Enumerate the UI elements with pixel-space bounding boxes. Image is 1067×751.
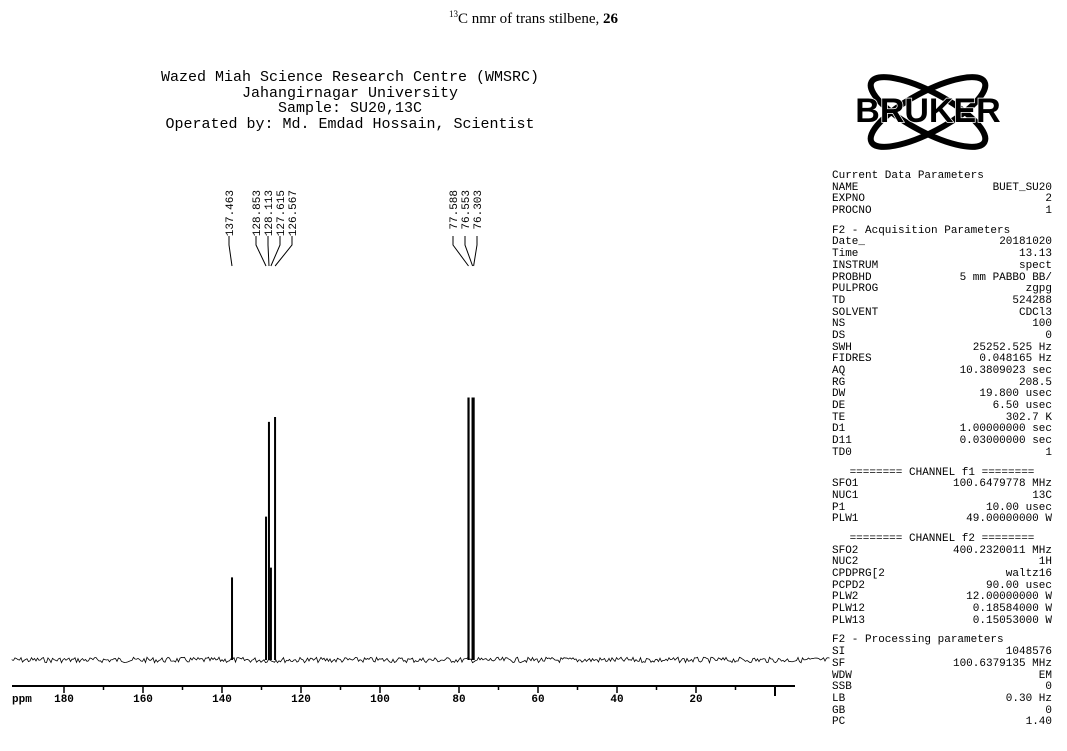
param-value: zgpg [1025,283,1052,296]
param-row [832,546,1052,558]
param-value: 100.6379135 MHz [952,657,1052,670]
param-value: 5 mm PABBO BB/ [959,271,1052,284]
parameter-panel [832,171,1052,729]
param-value: 0.048165 Hz [979,353,1052,366]
param-key: SOLVENT [832,306,879,319]
param-value: 1 [1045,205,1052,218]
param-value: 90.00 usec [985,579,1052,592]
param-key: PROCNO [832,205,872,218]
param-row [832,308,1052,320]
param-value: CDCl3 [1018,306,1052,319]
param-value: 0 [1045,329,1052,342]
param-key: Date_ [832,236,866,249]
param-key: DS [832,329,846,342]
param-key: AQ [832,365,846,377]
x-tick-label: 140 [212,694,232,706]
param-row [832,206,1052,218]
peak-label-connector [229,236,232,266]
logo-text: BRUKER [855,92,1001,130]
param-key: PCPD2 [832,579,866,592]
param-row [832,183,1052,195]
param-row [832,296,1052,308]
param-value: 1H [1038,556,1052,569]
channel-f1-title: ======== CHANNEL f1 ======== [849,466,1035,479]
param-row [832,706,1052,718]
param-value: 13C [1032,489,1052,502]
caption-compound-number: 26 [602,11,618,27]
param-key: PLW1 [832,513,859,526]
param-key: SSB [832,681,852,694]
param-row [832,616,1052,628]
current-data-title: Current Data Parameters [832,170,984,182]
processing-title: F2 - Processing parameters [832,634,1004,647]
acquisition-title: F2 - Acquisition Parameters [832,224,1011,237]
param-row [832,694,1052,706]
param-key: INSTRUM [832,259,879,272]
header-sample: Sample: SU20,13C [277,100,423,117]
header-operator: Operated by: Md. Emdad Hossain, Scientist [165,115,535,133]
peak-label: 128.853 [252,190,264,237]
param-key: SI [832,646,846,659]
channel-f2-title: ======== CHANNEL f2 ======== [849,532,1035,545]
param-value: 10.00 usec [985,501,1052,514]
param-key: PLW2 [832,591,859,604]
peak-label: 128.113 [264,190,276,237]
param-key: RG [832,376,846,389]
peak-label: 76.553 [461,190,473,230]
param-value: 0 [1045,704,1052,717]
header-university: Jahangirnagar University [241,84,459,102]
param-key: NS [832,318,846,331]
x-tick-label: 20 [689,694,703,706]
param-key: TD [832,294,846,307]
param-key: PLW12 [832,603,866,616]
param-value: BUET_SU20 [992,181,1052,194]
param-value: 0.03000000 sec [959,435,1052,448]
param-key: SFO2 [832,544,859,557]
param-value: 19.800 usec [979,388,1052,401]
spectrum-baseline [12,657,830,662]
param-row [832,491,1052,503]
param-value: 1.40 [1025,716,1052,729]
param-key: LB [832,692,846,705]
param-value: EM [1038,669,1052,682]
peak-label-connector [256,236,266,266]
param-value: 20181020 [999,236,1052,249]
param-key: FIDRES [832,353,872,366]
param-row [832,659,1052,671]
param-value: 0 [1045,681,1052,694]
param-row [832,319,1052,331]
channel-f1-section [832,468,1052,526]
caption-superscript: 13 [449,9,458,19]
param-value: 25252.525 Hz [972,341,1052,354]
param-row [832,366,1052,378]
param-key: PLW13 [832,614,866,627]
peak-label-connector [465,236,473,266]
peak-label: 77.588 [449,190,461,230]
param-value: 208.5 [1018,376,1052,389]
peak-label: 127.615 [276,190,288,237]
current-data-section [832,171,1052,218]
param-key: SF [832,657,846,670]
param-value: 1 [1045,446,1052,459]
param-row [832,261,1052,273]
param-key: P1 [832,501,846,514]
bruker-logo [832,66,1024,158]
param-key: PULPROG [832,283,879,296]
param-key: SFO1 [832,478,859,491]
param-value: waltz16 [1005,568,1052,580]
acquisition-section [832,226,1052,460]
param-value: 100 [1032,318,1052,331]
channel-f2-section [832,534,1052,628]
peak-label: 76.303 [473,190,485,230]
param-value: 0.18584000 W [972,603,1052,616]
peak-label: 126.567 [288,190,300,237]
param-key: TD0 [832,446,852,459]
param-key: GB [832,704,846,717]
param-key: DW [832,388,846,401]
x-tick-label: 60 [531,694,545,706]
x-tick-label: 40 [610,694,624,706]
param-key: EXPNO [832,193,866,206]
param-key: TE [832,411,846,424]
param-value: 49.00000000 W [966,513,1052,526]
param-value: 13.13 [1018,248,1052,261]
x-tick-label: 160 [133,694,153,706]
header-institution: Wazed Miah Science Research Centre (WMSRC) [160,69,540,86]
peak-label: 137.463 [225,190,237,237]
param-row [832,448,1052,460]
param-key: NUC1 [832,489,859,502]
param-value: 0.15053000 W [972,614,1052,627]
param-row [832,401,1052,413]
param-row [832,479,1052,491]
param-key: SWH [832,341,852,354]
peak-label-connector [268,236,269,266]
param-key: CPDPRG[2 [832,568,885,580]
peak-label-connector [474,236,477,266]
x-tick-label: 100 [370,694,390,706]
param-value: 1048576 [1005,646,1052,659]
param-value: 302.7 K [1005,411,1052,424]
param-key: NUC2 [832,556,859,569]
param-row [832,671,1052,683]
param-key: WDW [832,669,852,682]
param-row [832,514,1052,526]
param-row [832,569,1052,581]
param-key: Time [832,248,859,261]
param-value: 524288 [1012,294,1052,307]
param-value: 100.6479778 MHz [952,478,1052,491]
param-value: 0.30 Hz [1005,692,1052,705]
peak-label-connector [453,236,469,266]
x-tick-label: 80 [452,694,466,706]
param-row [832,436,1052,448]
param-key: DE [832,400,846,413]
param-value: 400.2320011 MHz [952,544,1052,557]
param-row [832,331,1052,343]
caption-text: C nmr of trans stilbene, [458,11,603,27]
param-key: D1 [832,423,846,436]
param-value: 12.00000000 W [966,591,1052,604]
param-row [832,717,1052,729]
x-tick-label: 120 [291,694,311,706]
x-tick-label: 180 [54,694,74,706]
param-row [832,604,1052,616]
processing-section [832,635,1052,729]
param-value: 1.00000000 sec [959,423,1052,436]
param-value: 2 [1045,193,1052,206]
param-value: spect [1018,259,1052,272]
param-key: NAME [832,181,859,194]
param-key: PC [832,716,846,729]
param-value: 10.3809023 sec [959,365,1052,377]
param-value: 6.50 usec [992,400,1052,413]
param-key: PROBHD [832,271,872,284]
x-axis-unit-label: ppm [12,694,32,706]
param-key: D11 [832,435,852,448]
